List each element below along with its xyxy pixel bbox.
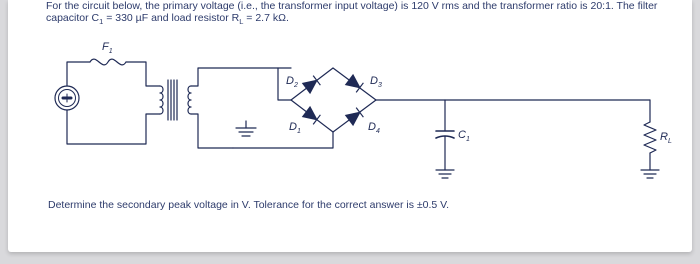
d1-label: $D_1$	[289, 121, 301, 135]
problem-line-2-mid: = 330 µF and load resistor R	[103, 12, 240, 24]
primary-wire-top	[67, 62, 90, 86]
primary-wire-top-right	[126, 62, 160, 86]
problem-card	[8, 0, 692, 252]
d3-label: $D_3$	[370, 75, 382, 89]
rl-label: $R_L$	[660, 131, 672, 145]
problem-line-2-suffix: = 2.7 kΩ.	[243, 12, 289, 24]
secondary-wire-bottom	[191, 114, 233, 148]
diode-d3-icon	[346, 75, 364, 92]
d4-label: $D_4$	[368, 121, 380, 135]
ac-source-icon	[55, 86, 79, 110]
problem-r-sub: L	[239, 17, 244, 27]
problem-c-sub: 1	[99, 17, 104, 27]
primary-wire-bottom	[67, 110, 160, 144]
transformer-primary-coil-icon	[160, 86, 163, 114]
transformer-secondary-coil-icon	[188, 86, 191, 114]
transformer-core-icon	[168, 80, 177, 120]
resistor-icon	[644, 122, 656, 153]
c1-label: $C_1$	[458, 129, 470, 143]
problem-line-2-prefix: capacitor C	[46, 12, 100, 24]
resistor-ground-icon	[641, 170, 659, 178]
capacitor-ground-icon	[436, 170, 454, 178]
question-text: Determine the secondary peak voltage in V. Tolerance for the correct answer is ±0.5 V.	[48, 199, 450, 211]
bridge-bottom-wire	[233, 132, 333, 148]
diode-d4-icon	[346, 108, 364, 125]
fuse-label: $F_1$	[102, 41, 113, 55]
problem-line-1: For the circuit below, the primary voltage (i.e., the transformer input voltage) is 120 V rms and the transformer ratio is 20:1. The filter	[46, 0, 658, 12]
diode-d2-icon	[303, 76, 321, 93]
fuse-icon	[90, 59, 126, 65]
problem-line-2	[46, 12, 686, 28]
problem-statement	[46, 0, 686, 28]
secondary-wire-top	[191, 68, 291, 86]
d2-label: $D_2$	[286, 75, 298, 89]
diode-d1-icon	[303, 107, 321, 124]
circuit-diagram	[8, 28, 692, 228]
ground-icon	[236, 121, 256, 136]
